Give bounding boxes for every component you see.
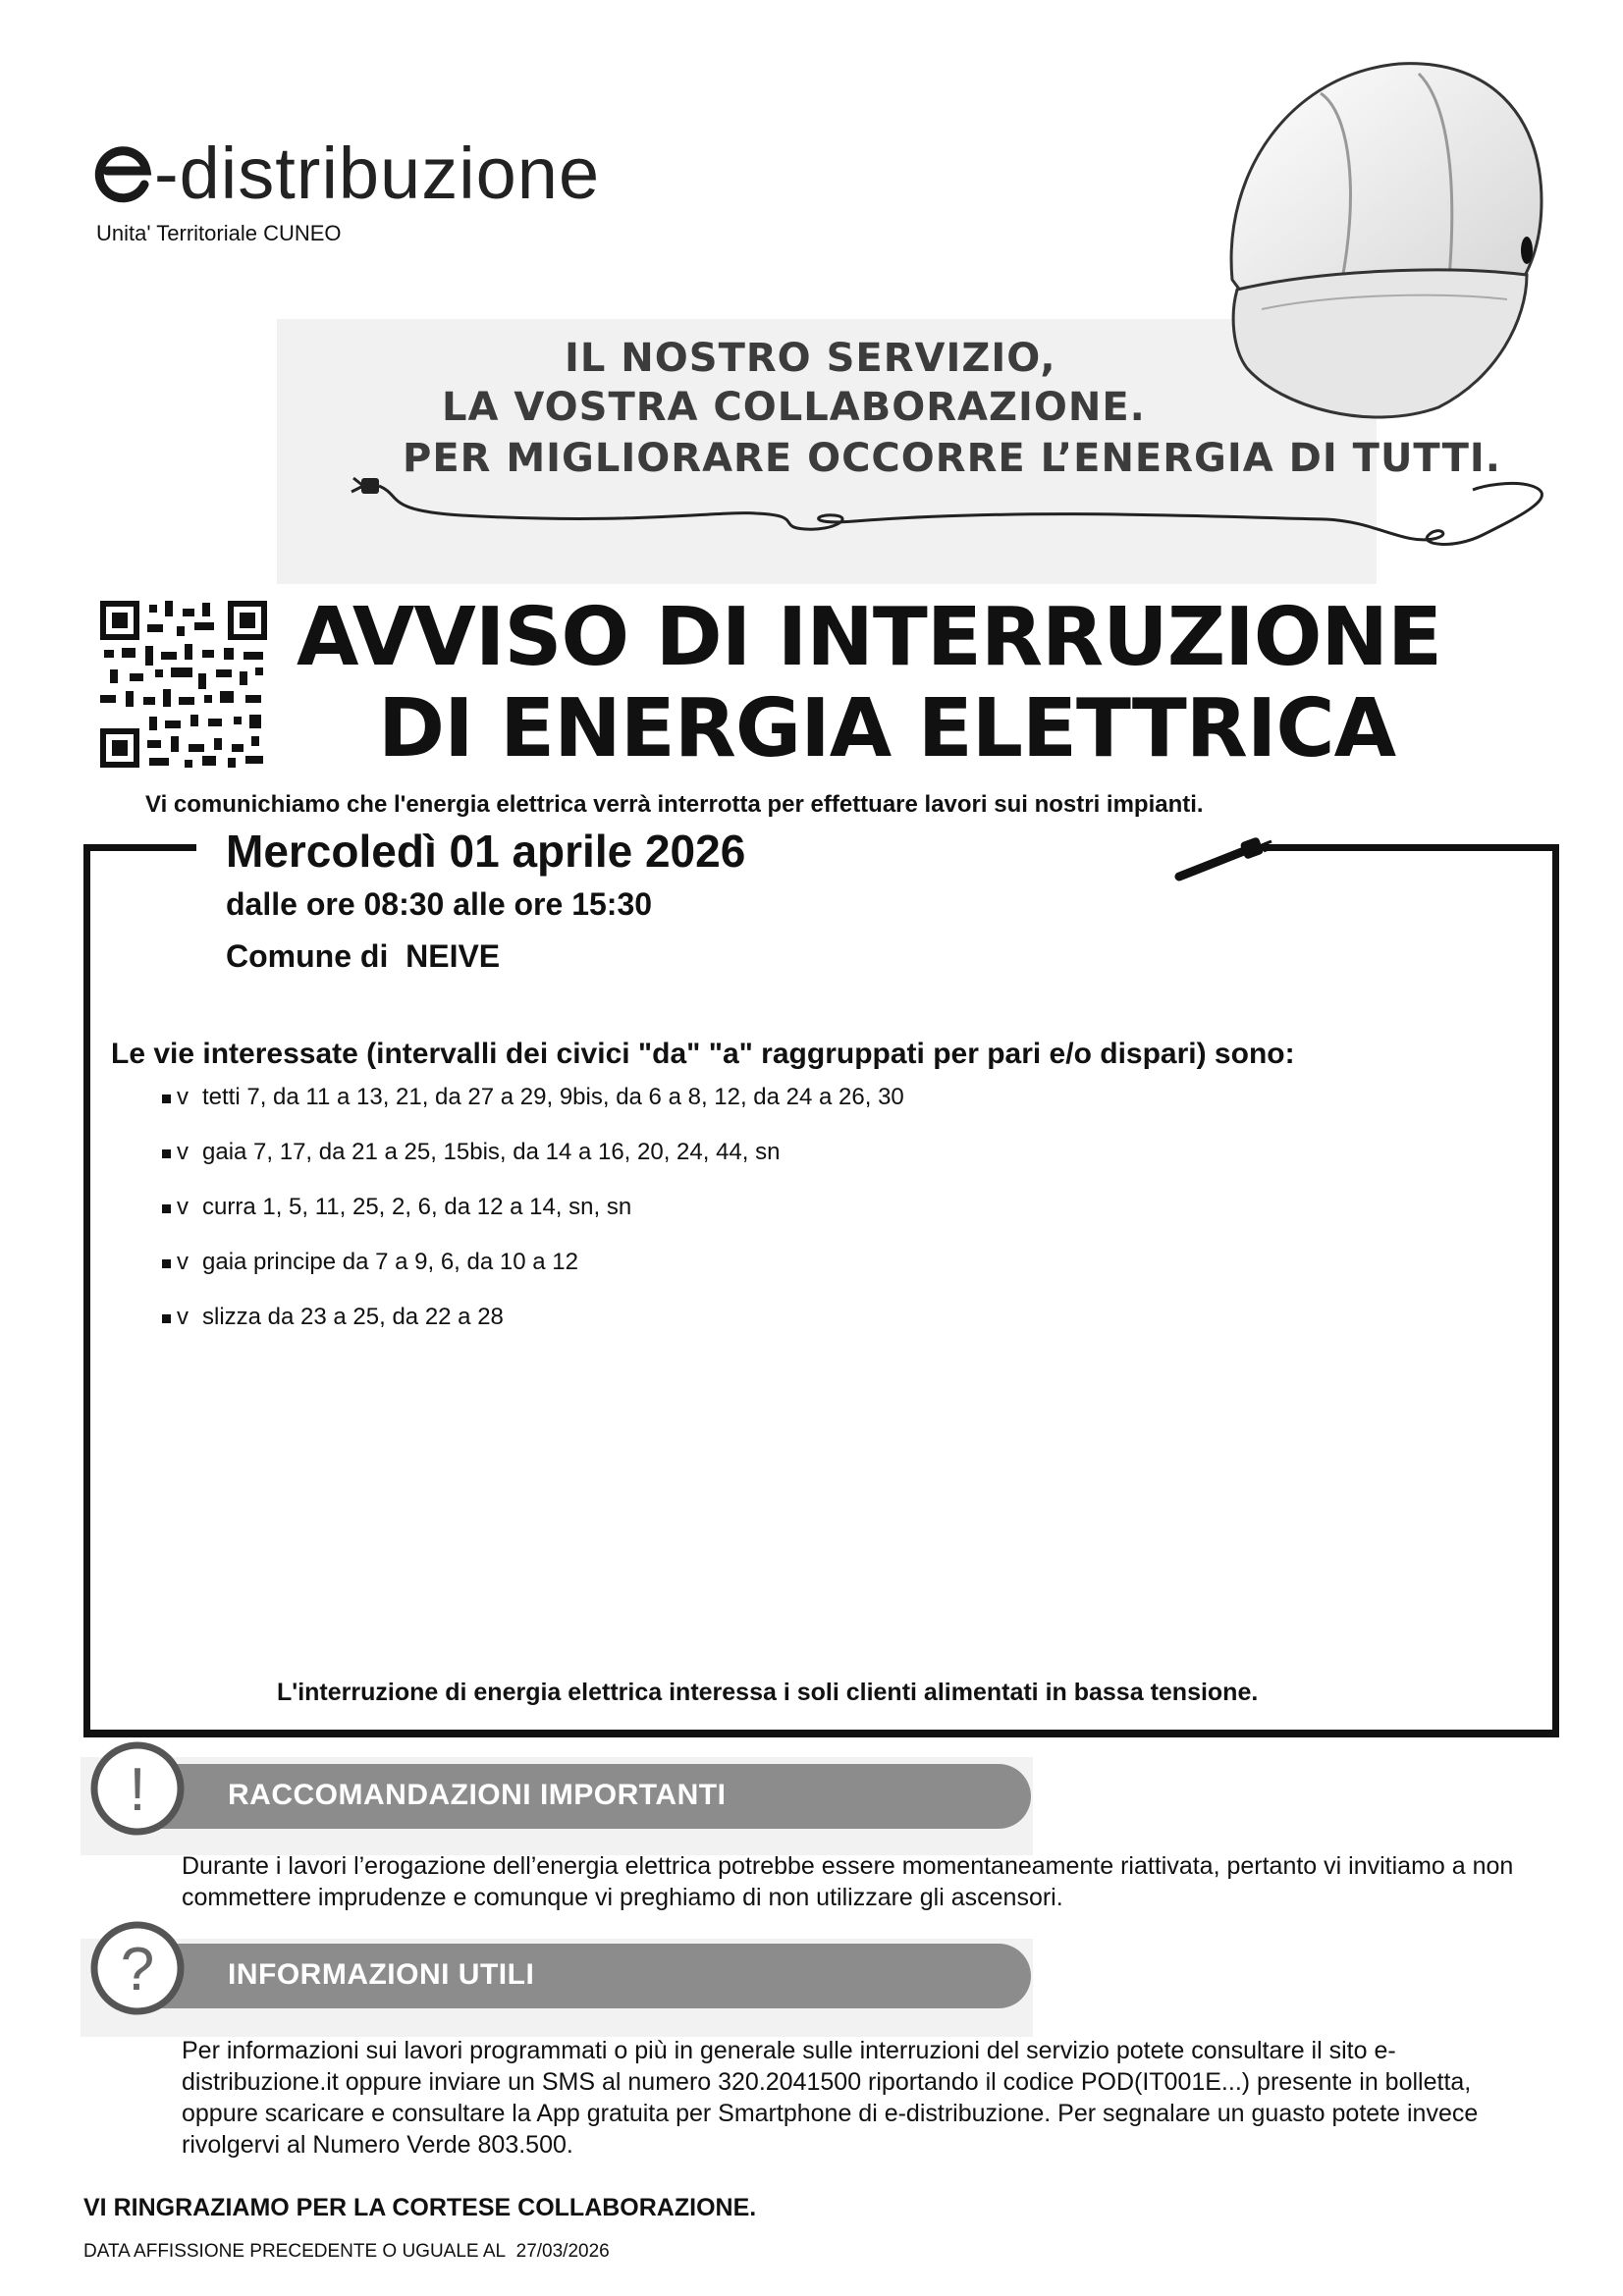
info-text: Per informazioni sui lavori programmati o più in generale sulle interruzioni del servizio potete consultare il sito e-distribuzione.it oppure inviare un SMS al numero 320.2041500 riportando il codice POD(IT001E...) presente in bolletta, oppure scaricare e consultare la App gratuita per Smartphone di e-distribuzione. Per segnalare un guasto potete invece rivolgervi al Numero Verde 803.500.	[182, 2037, 1479, 2159]
box-border-left	[83, 846, 90, 1737]
intro-text: Vi comunichiamo che l'energia elettrica verrà interrotta per effettuare lavori sui nostri impianti.	[145, 791, 1204, 818]
svg-text:?: ?	[120, 1936, 155, 2003]
low-voltage-note: L'interruzione di energia elettrica interessa i soli clienti alimentati in bassa tensione.	[277, 1679, 1259, 1706]
question-icon	[88, 1919, 187, 2017]
territorial-unit: Unita' Territoriale CUNEO	[96, 221, 342, 245]
recommendations-text: Durante i lavori l’erogazione dell’energia elettrica potrebbe essere momentaneamente riattivata, pertanto vi invitiamo a non commettere imprudenze e comunque vi preghiamo di non utilizzare gli ascensori.	[182, 1852, 1514, 1911]
box-border-top-left	[83, 844, 196, 851]
svg-text:!: !	[129, 1756, 146, 1824]
list-item: v tetti 7, da 11 a 13, 21, da 27 a 29, 9bis, da 6 a 8, 12, da 24 a 26, 30	[162, 1084, 904, 1139]
street-text: gaia principe da 7 a 9, 6, da 10 a 12	[202, 1249, 578, 1275]
cable-plug-icon	[344, 456, 1581, 564]
street-text: curra 1, 5, 11, 25, 2, 6, da 12 a 14, sn, sn	[202, 1194, 632, 1220]
brand-name: -distribuzione	[154, 133, 601, 214]
notice-title-line-2: DI ENERGIA ELETTRICA	[378, 682, 1396, 775]
box-border-bottom	[83, 1730, 1559, 1737]
street-text: gaia 7, 17, da 21 a 25, 15bis, da 14 a 16, 20, 24, 44, sn	[202, 1139, 781, 1165]
posting-date	[83, 2241, 610, 2263]
slogan-line-3: PER MIGLIORARE OCCORRE L’ENERGIA DI TUTTI.	[403, 436, 1501, 481]
list-item: v slizza da 23 a 25, da 22 a 28	[162, 1304, 904, 1359]
info-label: INFORMAZIONI UTILI	[228, 1958, 535, 1991]
posting-date-value: 27/03/2026	[515, 2241, 610, 2262]
box-border-right	[1552, 844, 1559, 1737]
interruption-date: Mercoledì 01 aprile 2026	[226, 826, 746, 877]
bullet-icon	[162, 1259, 171, 1268]
recommendations-label: RACCOMANDAZIONI IMPORTANTI	[228, 1779, 727, 1811]
bullet-icon	[162, 1204, 171, 1213]
comune-prefix: Comune di	[226, 938, 389, 974]
list-item: v gaia 7, 17, da 21 a 25, 15bis, da 14 a 16, 20, 24, 44, sn	[162, 1139, 904, 1194]
interruption-hours: dalle ore 08:30 alle ore 15:30	[226, 886, 653, 922]
comune-name: NEIVE	[406, 938, 501, 974]
posting-date-label: DATA AFFISSIONE PRECEDENTE O UGUALE AL	[83, 2241, 507, 2262]
slogan-line-2: LA VOSTRA COLLABORAZIONE.	[442, 385, 1146, 430]
bullet-icon	[162, 1314, 171, 1323]
e-logo-icon	[93, 145, 152, 204]
notice-title-line-1: AVVISO DI INTERRUZIONE	[297, 591, 1442, 684]
list-item: v gaia principe da 7 a 9, 6, da 10 a 12	[162, 1249, 904, 1304]
slogan-line-1: IL NOSTRO SERVIZIO,	[565, 336, 1056, 381]
list-item: v curra 1, 5, 11, 25, 2, 6, da 12 a 14, sn, sn	[162, 1194, 904, 1249]
plug-icon	[1173, 829, 1281, 888]
bullet-icon	[162, 1095, 171, 1103]
exclamation-icon	[88, 1739, 187, 1838]
streets-heading: Le vie interessate (intervalli dei civici "da" "a" raggruppati per pari e/o dispari) sono:	[111, 1038, 1295, 1070]
streets-list	[162, 1084, 904, 1359]
bullet-icon	[162, 1149, 171, 1158]
safety-helmet-icon	[1203, 54, 1566, 427]
thanks-text: VI RINGRAZIAMO PER LA CORTESE COLLABORAZIONE.	[83, 2194, 757, 2221]
street-text: tetti 7, da 11 a 13, 21, da 27 a 29, 9bis, da 6 a 8, 12, da 24 a 26, 30	[202, 1084, 904, 1110]
street-text: slizza da 23 a 25, da 22 a 28	[202, 1304, 504, 1330]
box-border-top-right	[1252, 844, 1559, 851]
comune	[226, 938, 500, 975]
qr-code[interactable]	[100, 601, 267, 768]
